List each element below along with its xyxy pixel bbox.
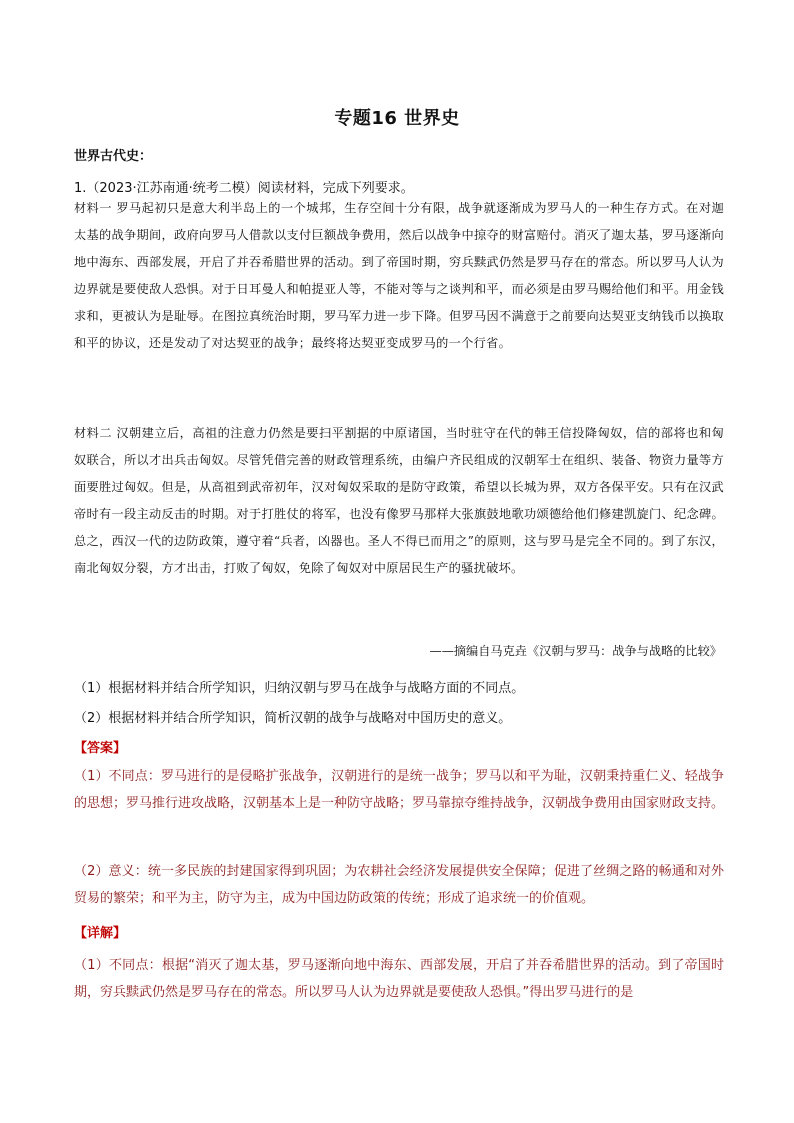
material-one-paragraph: 材料一 罗马起初只是意大利半岛上的一个城邦，生存空间十分有限，战争就逐渐成为罗马人的一种生存方式。在对迦太基的战争期间，政府向罗马人借款以支付巨额战争费用，然后以战争中掠夺的财富赔付。消灭了迦太基，罗马逐渐向地中海东、西部发展，开启了并吞希腊世界的活动。到了帝国时期，穷兵黩武仍然是罗马存在的常态。所以罗马人认为边界就是要使敌人恐惧。对于日耳曼人和帕提亚人等，不能对等与之谈判和平，而必须是由罗马赐给他们和平。用金钱求和，更被认为是耻辱。在图拉真统治时期，罗马军力进一步下降。但罗马因不满意于之前要向达契亚支纳钱币以换取和平的协议，还是发动了对达契亚的战争；最终将达契亚变成罗马的一个行省。 (74, 201, 724, 350)
page-title: 专题16 世界史 (334, 108, 460, 129)
detail-part-1: （1）不同点：根据“消灭了迦太基，罗马逐渐向地中海东、西部发展，开启了并吞希腊世界的活动。到了帝国时期，穷兵黩武仍然是罗马存在的常态。所以罗马人认为边界就是要使敌人恐惧。”得出罗马进行的是 (74, 958, 724, 1000)
answer-part-1: （1）不同点：罗马进行的是侵略扩张战争，汉朝进行的是统一战争；罗马以和平为耻，汉朝秉持重仁义、轻战争的思想；罗马推行进攻战略，汉朝基本上是一种防守战略；罗马靠掠夺维持战争，汉朝战争费用由国家财政支持。 (74, 769, 725, 811)
question-stem: 1.（2023·江苏南通·统考二模）阅读材料，完成下列要求。 (74, 181, 414, 196)
detail-tag: 【详解】 (74, 926, 127, 941)
material-two-paragraph: 材料二 汉朝建立后，高祖的注意力仍然是要扫平割据的中原诸国，当时驻守在代的韩王信投降匈奴，信的部将也和匈奴联合，所以才出兵击匈奴。尽管凭借完善的财政管理系统，由编户齐民组成的汉朝军士在组织、装备、物资力量等方面要胜过匈奴。但是，从高祖到武帝初年，汉对匈奴采取的是防守政策，希望以长城为界，双方各保平安。只有在汉武帝时有一段主动反击的时期。对于打胜仗的将军，也没有像罗马那样大张旗鼓地歌功颂德给他们修建凯旋门、纪念碑。总之，西汉一代的边防政策，遵守着“兵者，凶器也。圣人不得已而用之”的原则，这与罗马是完全不同的。到了东汉，南北匈奴分裂，方才出击，打败了匈奴，免除了匈奴对中原居民生产的骚扰破坏。 (74, 426, 724, 575)
answer-part-2: （2）意义：统一多民族的封建国家得到巩固；为农耕社会经济发展提供安全保障；促进了丝绸之路的畅通和对外贸易的繁荣；和平为主，防守为主，成为中国边防政策的传统；形成了追求统一的价值观。 (74, 864, 724, 906)
sub-question-2: （2）根据材料并结合所学知识，简析汉朝的战争与战略对中国历史的意义。 (74, 711, 512, 726)
source-citation: ——摘编自马克垚《汉朝与罗马：战争与战略的比较》 (429, 644, 722, 658)
sub-question-1: （1）根据材料并结合所学知识，归纳汉朝与罗马在战争与战略方面的不同点。 (74, 681, 525, 696)
section-label: 世界古代史： (74, 149, 153, 164)
answer-tag: 【答案】 (74, 741, 127, 756)
